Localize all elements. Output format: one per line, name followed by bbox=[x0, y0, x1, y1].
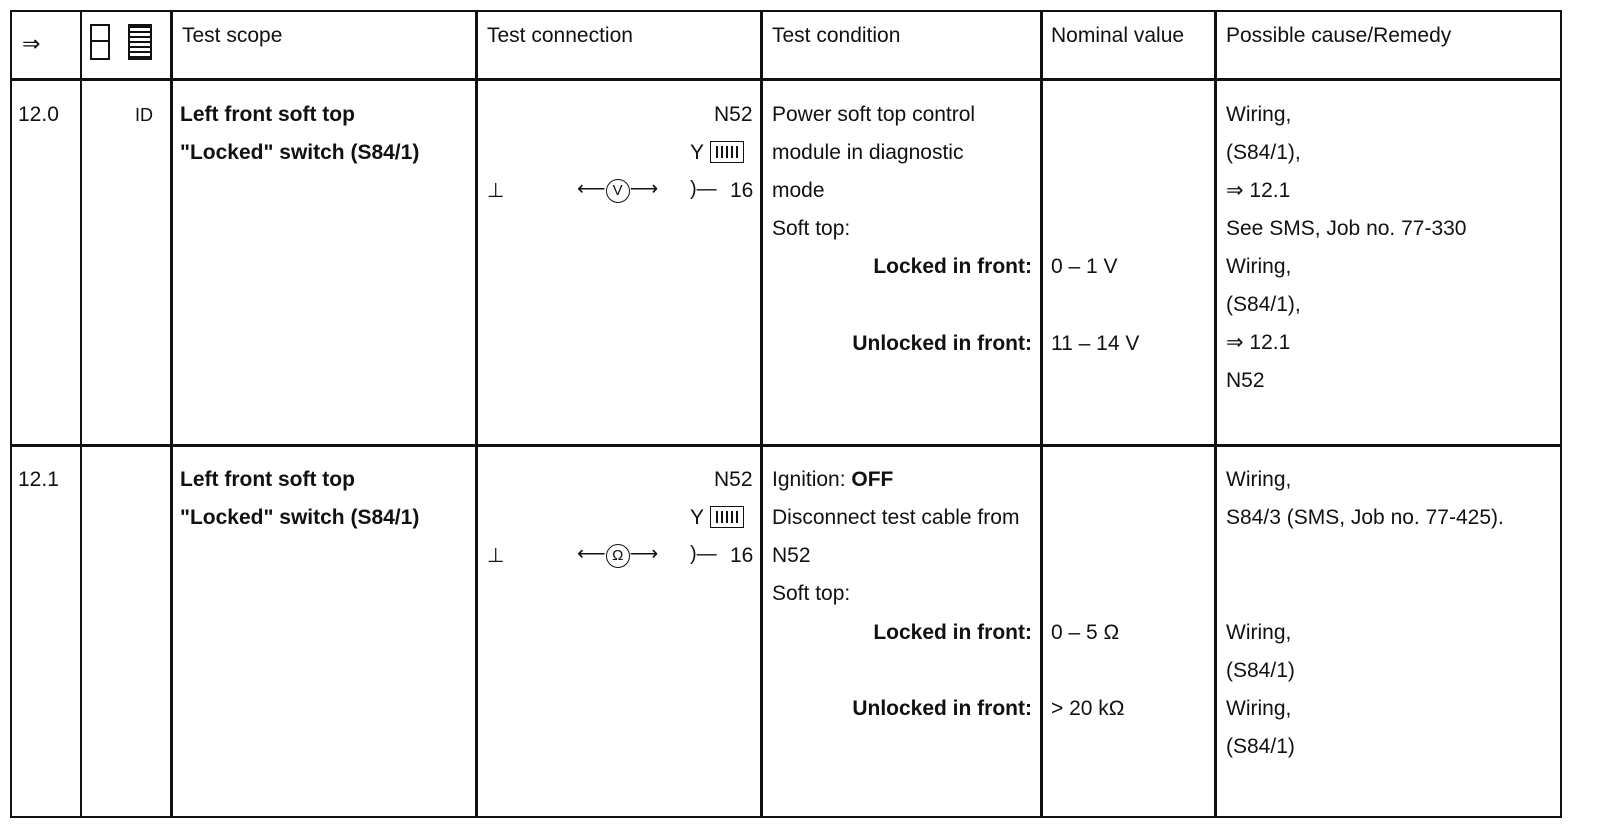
meter-symbol: Ω bbox=[606, 544, 630, 568]
pin-lead-icon: )— bbox=[690, 543, 717, 565]
ground-icon: ⊥ bbox=[487, 180, 505, 202]
table-top-border bbox=[10, 10, 1562, 12]
connector-icon bbox=[710, 505, 744, 528]
meter-left-lead: ⟵ bbox=[577, 178, 606, 200]
remedy-line: ⇒ 12.1 bbox=[1226, 331, 1291, 354]
col-divider-3 bbox=[475, 10, 478, 818]
meter-right-lead: ⟶ bbox=[629, 178, 659, 200]
remedy-line: Wiring, bbox=[1226, 255, 1292, 278]
step-number: 12.0 bbox=[18, 103, 59, 126]
scope-line: "Locked" switch (S84/1) bbox=[180, 141, 420, 164]
test-condition-text bbox=[772, 461, 1019, 613]
scope-line: Left front soft top bbox=[180, 468, 355, 491]
header-possible-cause: Possible cause/Remedy bbox=[1226, 24, 1452, 47]
meter-symbol: V bbox=[606, 179, 630, 203]
col-border-right bbox=[1560, 10, 1562, 818]
connector-icon bbox=[710, 140, 744, 163]
col-divider-4 bbox=[760, 10, 763, 818]
test-scope-text bbox=[180, 461, 419, 537]
ground-icon: ⊥ bbox=[487, 545, 505, 567]
header-nominal-value: Nominal value bbox=[1051, 24, 1185, 47]
remedy-line: (S84/1), bbox=[1226, 141, 1301, 164]
nominal-value: 0 – 1 V bbox=[1051, 255, 1118, 278]
condition-line: mode bbox=[772, 179, 825, 202]
condition-line: module in diagnostic bbox=[772, 141, 964, 164]
col-divider-5 bbox=[1040, 10, 1043, 818]
nominal-value: 0 – 5 Ω bbox=[1051, 621, 1120, 644]
pin-label: 16 bbox=[730, 179, 754, 202]
remedy-text bbox=[1226, 614, 1295, 766]
nominal-value: 11 – 14 V bbox=[1051, 332, 1140, 355]
remedy-text bbox=[1226, 96, 1467, 400]
remedy-line: (S84/1) bbox=[1226, 735, 1295, 758]
nominal-value: > 20 kΩ bbox=[1051, 697, 1125, 720]
col-border-left bbox=[10, 10, 12, 818]
col-divider-6 bbox=[1214, 10, 1217, 818]
scope-line: "Locked" switch (S84/1) bbox=[180, 506, 420, 529]
remedy-text bbox=[1226, 461, 1504, 537]
condition-locked-label: Locked in front: bbox=[873, 255, 1032, 278]
condition-unlocked-label: Unlocked in front: bbox=[852, 697, 1032, 720]
module-label: N52 bbox=[714, 468, 753, 491]
condition-locked-label: Locked in front: bbox=[873, 621, 1032, 644]
test-scope-text bbox=[180, 96, 419, 172]
condition-line: Disconnect test cable from bbox=[772, 506, 1020, 529]
header-divider bbox=[10, 78, 1562, 81]
remedy-line: Wiring, bbox=[1226, 103, 1292, 126]
condition-line: Soft top: bbox=[772, 217, 851, 240]
condition-ignition-line bbox=[772, 461, 1019, 499]
remedy-line: S84/3 (SMS, Job no. 77-425). bbox=[1226, 506, 1504, 529]
step-number: 12.1 bbox=[18, 468, 59, 491]
ohmmeter-icon bbox=[577, 541, 658, 568]
remedy-line: (S84/1), bbox=[1226, 293, 1301, 316]
remedy-line: (S84/1) bbox=[1226, 659, 1295, 682]
step-arrow-icon: ⇒ bbox=[22, 31, 41, 56]
col-divider-2 bbox=[170, 10, 173, 818]
pin-lead-icon: )— bbox=[690, 178, 717, 200]
remedy-line: Wiring, bbox=[1226, 697, 1292, 720]
condition-line: N52 bbox=[772, 544, 811, 567]
col-divider-1 bbox=[80, 10, 82, 818]
remedy-line: Wiring, bbox=[1226, 621, 1292, 644]
condition-line: Power soft top control bbox=[772, 103, 976, 126]
multimeter-icon bbox=[128, 24, 152, 60]
tool-mark: ID bbox=[135, 105, 153, 125]
y-label: Y bbox=[690, 141, 705, 164]
header-test-scope: Test scope bbox=[182, 24, 283, 47]
y-label: Y bbox=[690, 506, 705, 529]
test-condition-text bbox=[772, 96, 975, 248]
voltmeter-icon bbox=[577, 176, 658, 203]
row-divider bbox=[10, 444, 1562, 447]
module-label: N52 bbox=[714, 103, 753, 126]
ignition-label: Ignition: bbox=[772, 468, 852, 491]
remedy-line: Wiring, bbox=[1226, 468, 1292, 491]
tester-icon-divider bbox=[92, 40, 108, 42]
meter-right-lead: ⟶ bbox=[629, 543, 659, 565]
remedy-line: See SMS, Job no. 77-330 bbox=[1226, 217, 1467, 240]
scope-line: Left front soft top bbox=[180, 103, 355, 126]
remedy-line: ⇒ 12.1 bbox=[1226, 179, 1291, 202]
pin-label: 16 bbox=[730, 544, 754, 567]
ignition-value: OFF bbox=[851, 468, 894, 491]
condition-line: Soft top: bbox=[772, 582, 851, 605]
meter-left-lead: ⟵ bbox=[577, 543, 606, 565]
remedy-line: N52 bbox=[1226, 369, 1265, 392]
condition-unlocked-label: Unlocked in front: bbox=[852, 332, 1032, 355]
header-test-connection: Test connection bbox=[487, 24, 633, 47]
tester-icon bbox=[90, 24, 110, 60]
table-bottom-border bbox=[10, 816, 1562, 818]
header-test-condition: Test condition bbox=[772, 24, 901, 47]
